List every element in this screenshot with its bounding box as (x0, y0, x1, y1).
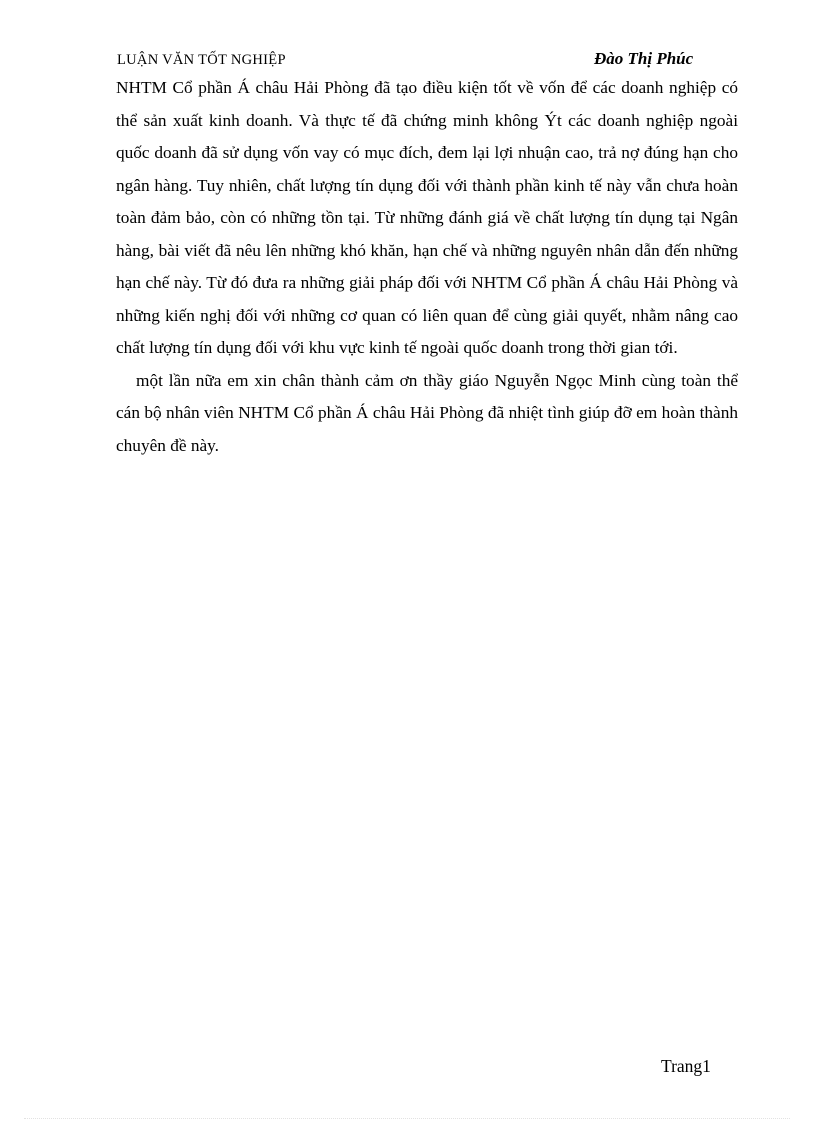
body-paragraph-conclusion: NHTM Cổ phần Á châu Hải Phòng đã tạo điều kiện tốt về vốn để các doanh nghiệp có thể sản xuất kinh doanh. Và thực tế đã chứng minh không Ýt các doanh nghiệp ngoài quốc doanh đã sử dụng vốn vay có mục đích, đem lại lợi nhuận cao, trả nợ đúng hạn cho ngân hàng. Tuy nhiên, chất lượng tín dụng đối với thành phần kinh tế này vẫn chưa hoàn toàn đảm bảo, còn có những tồn tại. Từ những đánh giá về chất lượng tín dụng tại Ngân hàng, bài viết đã nêu lên những khó khăn, hạn chế và những nguyên nhân dẫn đến những hạn chế này. Từ đó đưa ra những giải pháp đối với NHTM Cổ phần Á châu Hải Phòng và những kiến nghị đối với những cơ quan có liên quan để cùng giải quyết, nhằm nâng cao chất lượng tín dụng đối với khu vực kinh tế ngoài quốc doanh trong thời gian tới. (116, 78, 738, 357)
document-body (116, 72, 738, 462)
page-bottom-divider (24, 1118, 790, 1119)
body-paragraph-acknowledgement: một lần nữa em xin chân thành cảm ơn thầy giáo Nguyễn Ngọc Minh cùng toàn thể cán bộ nhân viên NHTM Cổ phần Á châu Hải Phòng đã nhiệt tình giúp đỡ em hoàn thành chuyên đề này. (116, 370, 738, 455)
page-number: Trang1 (661, 1056, 711, 1076)
running-header-author: Đào Thị Phúc (594, 49, 694, 68)
running-header-title: LUẬN VĂN TỐT NGHIỆP (117, 52, 286, 68)
